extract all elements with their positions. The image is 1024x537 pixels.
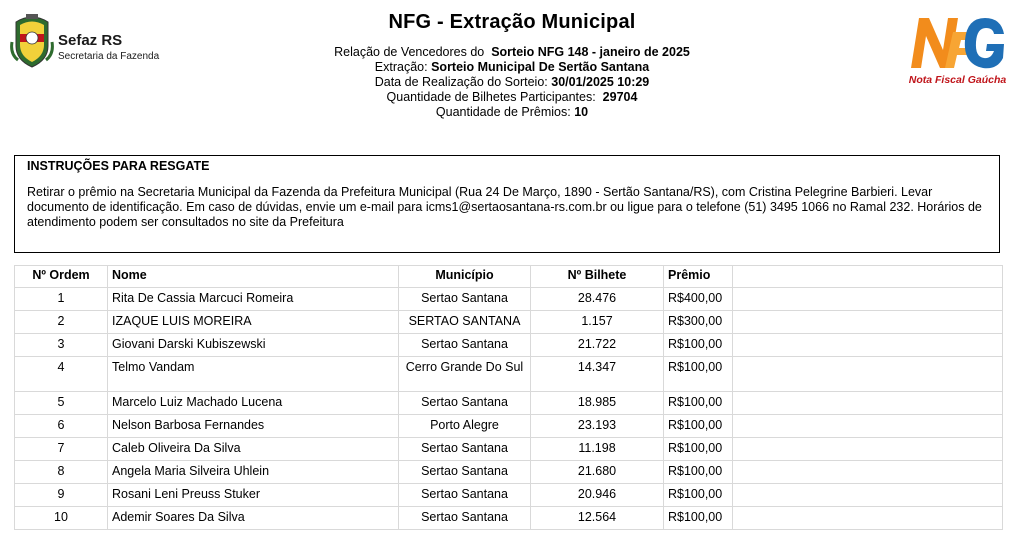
table-row: [15, 415, 1003, 438]
cell-blank: [733, 392, 1003, 415]
cell-municipio: Sertao Santana: [399, 507, 531, 530]
cell-bilhete: 14.347: [531, 357, 664, 392]
extracao-value: Sorteio Municipal De Sertão Santana: [431, 60, 650, 74]
relacao-line: [0, 45, 1024, 60]
org-subtitle: Secretaria da Fazenda: [58, 51, 160, 62]
org-name: Sefaz RS: [58, 32, 123, 49]
cell-bilhete: 28.476: [531, 288, 664, 311]
instructions-box: [14, 155, 1000, 253]
cell-ordem: 4: [15, 357, 108, 392]
cell-premio: R$400,00: [664, 288, 733, 311]
table-row: [15, 484, 1003, 507]
instructions-text: Retirar o prêmio na Secretaria Municipal da Fazenda da Prefeitura Municipal (Rua 24 De Março, 1890 - Sertão Santana/RS), com Cristina Pelegrine Barbieri. Levar documento de identificação. Em caso de dúvidas, envie um e-mail para icms1@sertaosantana-rs.com.br ou ligue para o telefone (51) 3495 1066 no Ramal 232. Horários de atendimento podem ser consultados no site da Prefeitura: [27, 185, 982, 229]
cell-ordem: 6: [15, 415, 108, 438]
cell-bilhete: 12.564: [531, 507, 664, 530]
data-label: Data de Realização do Sorteio:: [374, 75, 548, 89]
bilhetes-label: Quantidade de Bilhetes Participantes:: [386, 90, 596, 104]
cell-ordem: 10: [15, 507, 108, 530]
cell-ordem: 8: [15, 461, 108, 484]
cell-municipio: Sertao Santana: [399, 334, 531, 357]
page-title: NFG - Extração Municipal: [388, 11, 636, 33]
col-nome-header: Nome: [108, 266, 399, 288]
table-header-row: [15, 266, 1003, 288]
cell-blank: [733, 311, 1003, 334]
cell-premio: R$100,00: [664, 357, 733, 392]
cell-municipio: Sertao Santana: [399, 438, 531, 461]
table-row: [15, 357, 1003, 392]
cell-premio: R$100,00: [664, 461, 733, 484]
cell-nome: Angela Maria Silveira Uhlein: [108, 461, 399, 484]
draw-metadata: [0, 45, 1024, 120]
brand-caption: Nota Fiscal Gaúcha: [908, 74, 1007, 86]
cell-municipio: Sertao Santana: [399, 288, 531, 311]
cell-bilhete: 11.198: [531, 438, 664, 461]
col-blank-header: [733, 266, 1003, 288]
premios-value: 10: [574, 105, 589, 119]
relacao-label: Relação de Vencedores do: [334, 45, 485, 59]
data-value: 30/01/2025 10:29: [551, 75, 650, 89]
cell-premio: R$100,00: [664, 438, 733, 461]
cell-ordem: 5: [15, 392, 108, 415]
col-municipio-header: Município: [399, 266, 531, 288]
bilhetes-line: [0, 90, 1024, 105]
table-row: [15, 392, 1003, 415]
table-row: [15, 461, 1003, 484]
cell-blank: [733, 334, 1003, 357]
extracao-label: Extração:: [374, 60, 428, 74]
premios-label: Quantidade de Prêmios:: [435, 105, 571, 119]
cell-ordem: 9: [15, 484, 108, 507]
cell-premio: R$100,00: [664, 334, 733, 357]
cell-blank: [733, 357, 1003, 392]
cell-municipio: Sertao Santana: [399, 461, 531, 484]
table-row: [15, 311, 1003, 334]
relacao-value: Sorteio NFG 148 - janeiro de 2025: [491, 45, 690, 59]
cell-ordem: 3: [15, 334, 108, 357]
cell-bilhete: 21.680: [531, 461, 664, 484]
cell-nome: Rita De Cassia Marcuci Romeira: [108, 288, 399, 311]
table-row: [15, 507, 1003, 530]
cell-premio: R$100,00: [664, 415, 733, 438]
cell-bilhete: 20.946: [531, 484, 664, 507]
col-bilhete-header: Nº Bilhete: [531, 266, 664, 288]
table-row: [15, 288, 1003, 311]
instructions-title: INSTRUÇÕES PARA RESGATE: [27, 159, 210, 173]
premios-line: [0, 105, 1024, 120]
bilhetes-value: 29704: [602, 90, 638, 104]
cell-nome: IZAQUE LUIS MOREIRA: [108, 311, 399, 334]
cell-ordem: 1: [15, 288, 108, 311]
cell-ordem: 7: [15, 438, 108, 461]
cell-nome: Telmo Vandam: [108, 357, 399, 392]
data-line: [0, 75, 1024, 90]
cell-municipio: SERTAO SANTANA: [399, 311, 531, 334]
cell-municipio: Sertao Santana: [399, 484, 531, 507]
cell-premio: R$100,00: [664, 484, 733, 507]
cell-premio: R$100,00: [664, 507, 733, 530]
cell-bilhete: 21.722: [531, 334, 664, 357]
cell-nome: Nelson Barbosa Fernandes: [108, 415, 399, 438]
cell-bilhete: 18.985: [531, 392, 664, 415]
cell-blank: [733, 415, 1003, 438]
cell-premio: R$100,00: [664, 392, 733, 415]
col-premio-header: Prêmio: [664, 266, 733, 288]
cell-blank: [733, 484, 1003, 507]
table-row: [15, 438, 1003, 461]
cell-nome: Caleb Oliveira Da Silva: [108, 438, 399, 461]
cell-premio: R$300,00: [664, 311, 733, 334]
extracao-line: [0, 60, 1024, 75]
cell-blank: [733, 461, 1003, 484]
cell-blank: [733, 507, 1003, 530]
cell-bilhete: 1.157: [531, 311, 664, 334]
col-ordem-header: Nº Ordem: [15, 266, 108, 288]
cell-blank: [733, 288, 1003, 311]
cell-municipio: Porto Alegre: [399, 415, 531, 438]
table-row: [15, 334, 1003, 357]
cell-municipio: Sertao Santana: [399, 392, 531, 415]
cell-blank: [733, 438, 1003, 461]
cell-nome: Giovani Darski Kubiszewski: [108, 334, 399, 357]
cell-municipio: Cerro Grande Do Sul: [399, 357, 531, 392]
nfg-logo: [905, 12, 1010, 92]
winners-table: [14, 265, 1003, 530]
cell-nome: Ademir Soares Da Silva: [108, 507, 399, 530]
cell-nome: Rosani Leni Preuss Stuker: [108, 484, 399, 507]
nfg-logo-icon: [905, 12, 1010, 74]
cell-nome: Marcelo Luiz Machado Lucena: [108, 392, 399, 415]
cell-bilhete: 23.193: [531, 415, 664, 438]
cell-ordem: 2: [15, 311, 108, 334]
